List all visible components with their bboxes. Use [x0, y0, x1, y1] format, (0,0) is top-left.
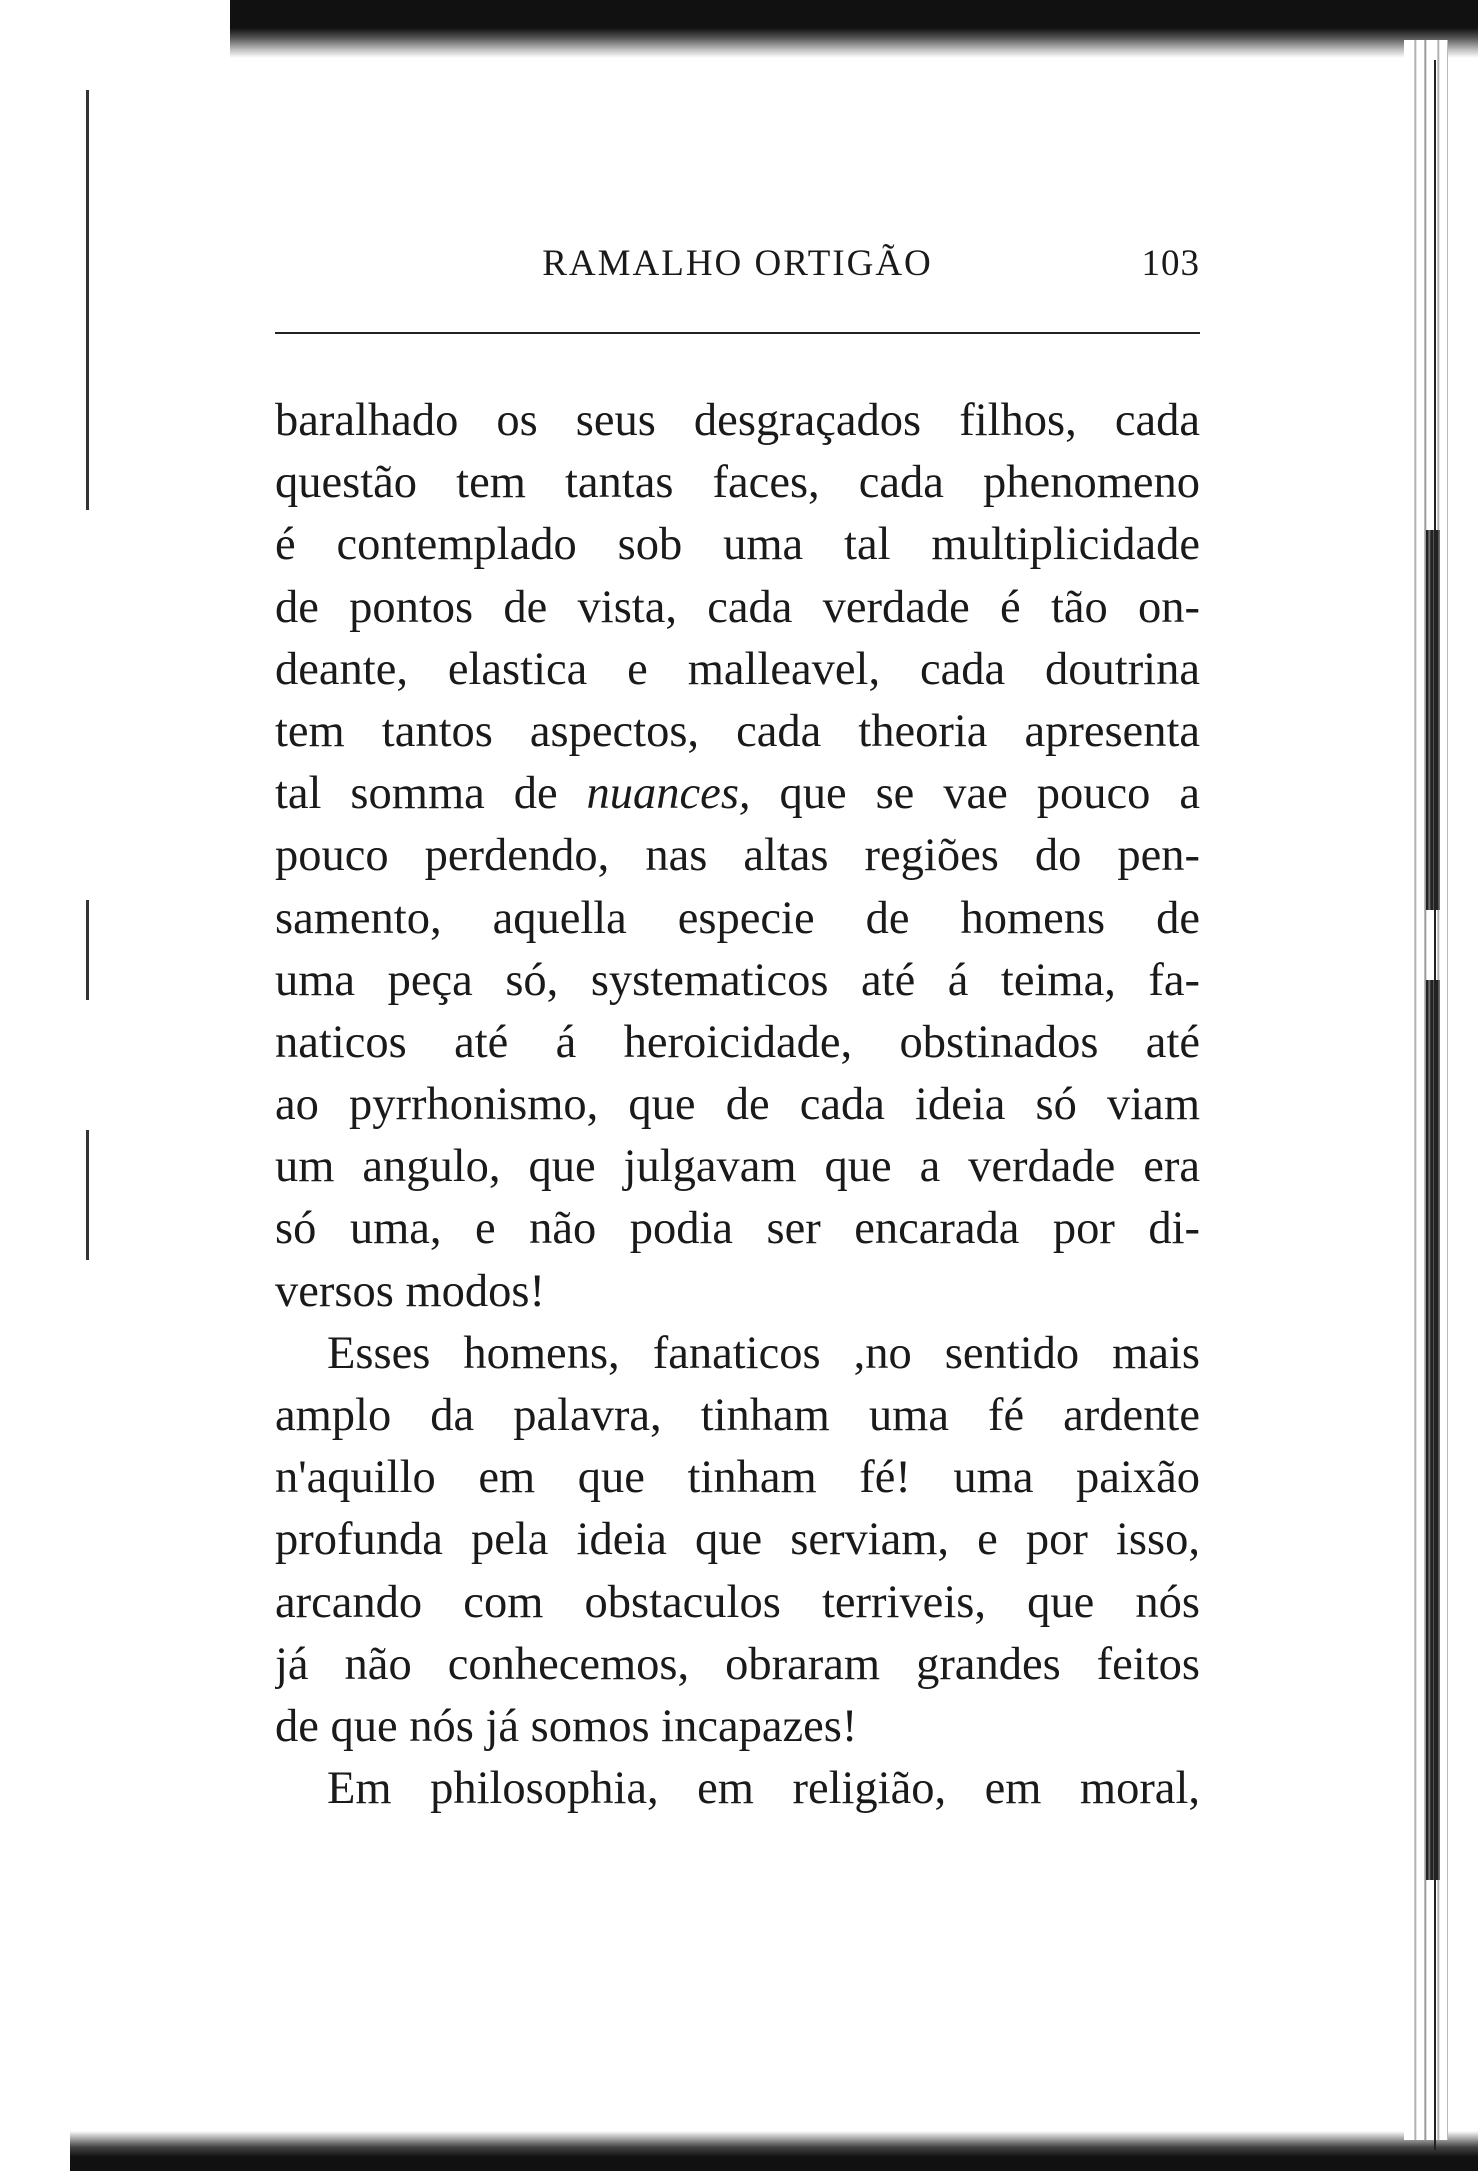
text-line: já não conhecemos, obraram grandes feitos [275, 1638, 1200, 1690]
text-line: um angulo, que julgavam que a verdade era [275, 1141, 1200, 1193]
italic-term: nuances, [586, 768, 751, 820]
text-line: samento, aquella especie de homens de [275, 892, 1200, 944]
text-segment: que se vae pouco a [779, 768, 1200, 820]
running-head-title: RAMALHO ORTIGÃO [542, 243, 933, 284]
text-line: uma peça só, systematicos até á teima, fa- [275, 954, 1200, 1006]
text-segment: tal somma de [275, 768, 558, 820]
paragraph-first-line: Em philosophia, em religião, em moral, [327, 1763, 1200, 1815]
text-line: de que nós já somos incapazes! [275, 1700, 858, 1752]
text-line: amplo da palavra, tinham uma fé ardente [275, 1390, 1200, 1441]
scan-margin-mark [86, 1130, 89, 1260]
text-line: deante, elastica e malleavel, cada doutrina [275, 643, 1200, 695]
scan-edge-right-line [1434, 60, 1436, 2150]
text-line: só uma, e não podia ser encarada por di- [275, 1203, 1200, 1255]
text-line: de pontos de vista, cada verdade é tão on- [275, 581, 1200, 633]
text-line: naticos até á heroicidade, obstinados até [275, 1016, 1200, 1068]
running-head [275, 238, 1200, 298]
text-line: versos modos! [275, 1265, 545, 1317]
scan-edge-top [230, 0, 1478, 58]
text-line: pouco perdendo, nas altas regiões do pen- [275, 830, 1200, 882]
scan-edge-right-shadow [1426, 530, 1440, 910]
header-rule [275, 332, 1200, 334]
scan-edge-bottom [70, 2131, 1478, 2171]
scan-edge-right-shadow [1426, 980, 1440, 1880]
text-line: profunda pela ideia que serviam, e por isso, [275, 1514, 1200, 1566]
text-line: arcando com obstaculos terriveis, que nós [275, 1576, 1200, 1628]
text-line: é contemplado sob uma tal multiplicidade [275, 519, 1200, 571]
text-line-with-italic [275, 763, 1200, 825]
text-line: questão tem tantas faces, cada phenomeno [275, 457, 1200, 509]
paragraph-first-line: Esses homens, fanaticos ,no sentido mais [327, 1327, 1200, 1379]
scan-margin-mark [86, 900, 89, 1000]
body-text [275, 390, 1200, 1820]
text-line: tem tantos aspectos, cada theoria apresenta [275, 705, 1200, 757]
scan-margin-mark [86, 90, 89, 510]
text-line: n'aquillo em que tinham fé! uma paixão [275, 1452, 1200, 1504]
page-number: 103 [1141, 243, 1200, 284]
text-line: ao pyrrhonismo, que de cada ideia só viam [275, 1079, 1200, 1131]
text-line: baralhado os seus desgraçados filhos, cada [275, 395, 1200, 446]
